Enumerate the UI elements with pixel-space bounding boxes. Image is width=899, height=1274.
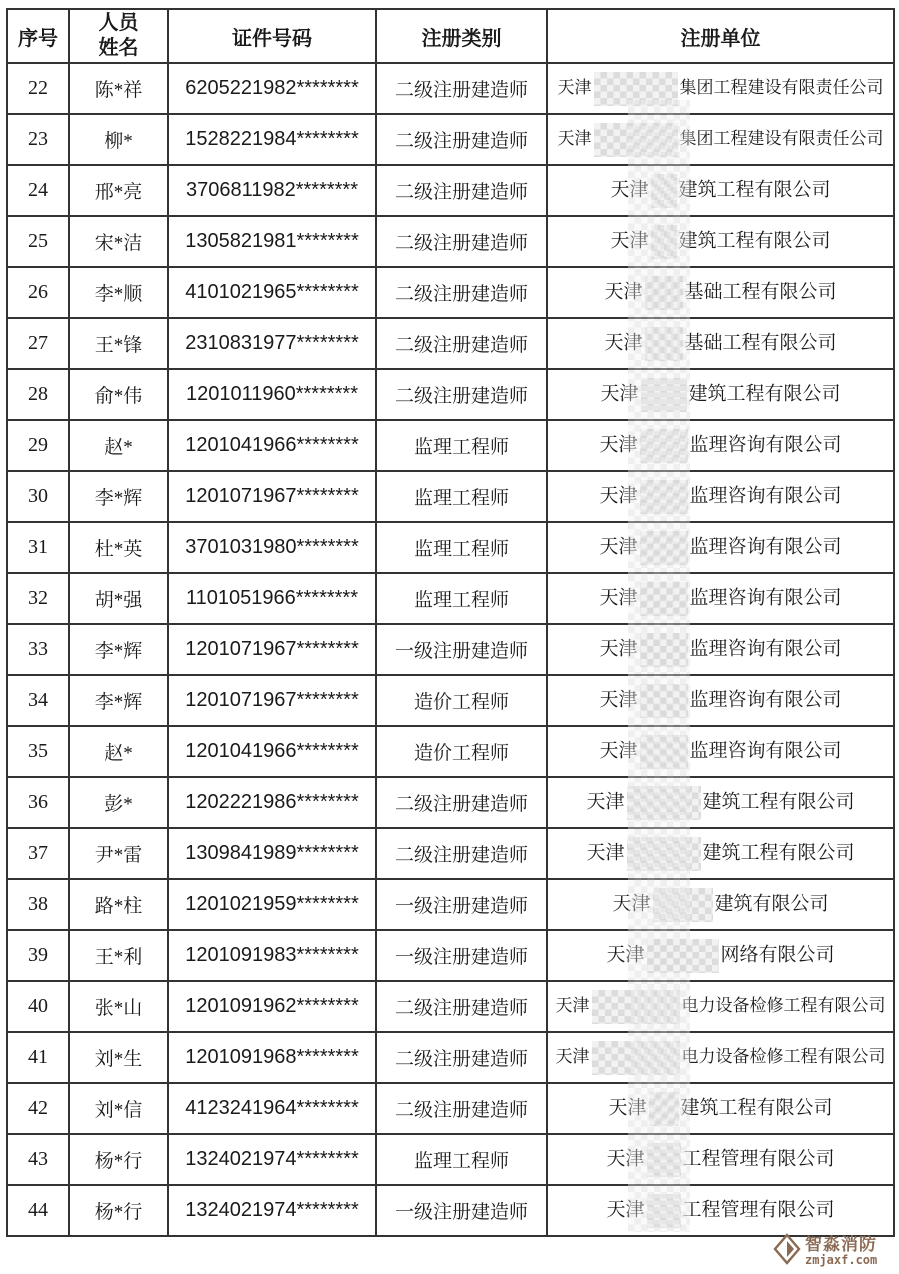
redaction-blur (645, 327, 683, 361)
cell-registration-unit (547, 624, 894, 675)
header-name-label: 人员姓名 (98, 12, 139, 59)
cell-serial-number: 44 (7, 1185, 69, 1236)
cell-person-name: 胡*强 (69, 573, 168, 624)
unit-suffix: 建筑工程有限公司 (688, 382, 841, 404)
cell-serial-number: 34 (7, 675, 69, 726)
cell-registration-unit (547, 369, 894, 420)
table-row (7, 573, 894, 624)
unit-prefix: 天津 (610, 178, 649, 200)
cell-registration-category: 二级注册建造师 (376, 1032, 547, 1083)
cell-id-number: 3701031980******** (168, 522, 376, 573)
cell-id-number: 1201091968******** (168, 1032, 376, 1083)
unit-suffix: 建筑工程有限公司 (702, 790, 855, 812)
unit-prefix: 天津 (606, 943, 645, 965)
table-row (7, 1032, 894, 1083)
cell-serial-number: 27 (7, 318, 69, 369)
table-row (7, 522, 894, 573)
cell-person-name: 李*辉 (69, 675, 168, 726)
redaction-blur (640, 480, 688, 514)
table-row (7, 675, 894, 726)
unit-prefix: 天津 (555, 995, 590, 1015)
cell-id-number: 1201041966******** (168, 420, 376, 471)
table-row (7, 267, 894, 318)
cell-id-number: 6205221982******** (168, 63, 376, 114)
unit-prefix: 天津 (586, 841, 625, 863)
cell-registration-unit (547, 522, 894, 573)
cell-registration-category: 一级注册建造师 (376, 1185, 547, 1236)
unit-prefix: 天津 (599, 586, 638, 608)
cell-person-name: 杨*行 (69, 1134, 168, 1185)
header-id: 证件号码 (168, 9, 376, 63)
unit-suffix: 电力设备检修工程有限公司 (681, 1046, 886, 1066)
cell-person-name: 张*山 (69, 981, 168, 1032)
unit-suffix: 电力设备检修工程有限公司 (681, 995, 886, 1015)
cell-registration-category: 二级注册建造师 (376, 165, 547, 216)
table-row (7, 777, 894, 828)
redaction-blur (640, 429, 688, 463)
cell-registration-category: 一级注册建造师 (376, 624, 547, 675)
watermark-url: zmjaxf.com (805, 1253, 878, 1268)
cell-registration-category: 监理工程师 (376, 522, 547, 573)
cell-registration-unit (547, 420, 894, 471)
redaction-blur (651, 174, 677, 208)
unit-prefix: 天津 (557, 128, 592, 148)
redaction-blur (640, 735, 688, 769)
unit-prefix: 天津 (557, 77, 592, 97)
redaction-blur (647, 1194, 681, 1228)
table-row (7, 930, 894, 981)
cell-person-name: 宋*洁 (69, 216, 168, 267)
cell-registration-category: 监理工程师 (376, 1134, 547, 1185)
unit-prefix: 天津 (612, 892, 651, 914)
cell-serial-number: 37 (7, 828, 69, 879)
registration-table (6, 8, 895, 1237)
cell-id-number: 1201021959******** (168, 879, 376, 930)
table-row (7, 63, 894, 114)
cell-registration-category: 监理工程师 (376, 471, 547, 522)
cell-id-number: 1201071967******** (168, 624, 376, 675)
unit-suffix: 监理咨询有限公司 (689, 535, 842, 557)
cell-registration-category: 一级注册建造师 (376, 930, 547, 981)
cell-id-number: 2310831977******** (168, 318, 376, 369)
unit-prefix: 天津 (599, 433, 638, 455)
table-row (7, 216, 894, 267)
cell-person-name: 杜*英 (69, 522, 168, 573)
cell-id-number: 4101021965******** (168, 267, 376, 318)
cell-registration-unit (547, 267, 894, 318)
table-row (7, 318, 894, 369)
cell-person-name: 李*辉 (69, 471, 168, 522)
unit-suffix: 建筑工程有限公司 (680, 1096, 833, 1118)
cell-serial-number: 23 (7, 114, 69, 165)
cell-registration-category: 二级注册建造师 (376, 318, 547, 369)
redaction-blur (640, 582, 688, 616)
table-row (7, 165, 894, 216)
cell-registration-unit (547, 1083, 894, 1134)
header-row (7, 9, 894, 63)
cell-registration-category: 二级注册建造师 (376, 63, 547, 114)
cell-serial-number: 29 (7, 420, 69, 471)
unit-suffix: 建筑工程有限公司 (678, 229, 831, 251)
redaction-blur (653, 888, 713, 922)
table-row (7, 1134, 894, 1185)
cell-serial-number: 38 (7, 879, 69, 930)
cell-registration-unit (547, 318, 894, 369)
unit-prefix: 天津 (599, 484, 638, 506)
cell-id-number: 1324021974******** (168, 1185, 376, 1236)
unit-suffix: 监理咨询有限公司 (689, 637, 842, 659)
unit-suffix: 监理咨询有限公司 (689, 484, 842, 506)
unit-suffix: 基础工程有限公司 (684, 280, 837, 302)
cell-person-name: 王*锋 (69, 318, 168, 369)
redaction-blur (651, 225, 677, 259)
table-row (7, 369, 894, 420)
unit-prefix: 天津 (610, 229, 649, 251)
unit-suffix: 集团工程建设有限责任公司 (679, 128, 884, 148)
watermark-title: 智淼消防 (805, 1235, 877, 1255)
unit-suffix: 建筑工程有限公司 (702, 841, 855, 863)
cell-person-name: 刘*信 (69, 1083, 168, 1134)
redaction-blur (627, 837, 701, 871)
table-row (7, 726, 894, 777)
cell-serial-number: 30 (7, 471, 69, 522)
cell-id-number: 1201091962******** (168, 981, 376, 1032)
redaction-blur (594, 72, 678, 106)
cell-serial-number: 39 (7, 930, 69, 981)
cell-serial-number: 33 (7, 624, 69, 675)
cell-person-name: 刘*生 (69, 1032, 168, 1083)
cell-registration-unit (547, 981, 894, 1032)
cell-registration-unit (547, 1134, 894, 1185)
unit-prefix: 天津 (604, 331, 643, 353)
unit-suffix: 建筑工程有限公司 (678, 178, 831, 200)
unit-prefix: 天津 (599, 688, 638, 710)
redaction-blur (627, 786, 701, 820)
cell-person-name: 杨*行 (69, 1185, 168, 1236)
cell-serial-number: 42 (7, 1083, 69, 1134)
cell-serial-number: 31 (7, 522, 69, 573)
cell-person-name: 彭* (69, 777, 168, 828)
cell-registration-unit (547, 879, 894, 930)
cell-registration-category: 二级注册建造师 (376, 1083, 547, 1134)
cell-serial-number: 24 (7, 165, 69, 216)
table-row (7, 420, 894, 471)
unit-prefix: 天津 (599, 637, 638, 659)
redaction-blur (640, 531, 688, 565)
cell-registration-category: 二级注册建造师 (376, 981, 547, 1032)
cell-registration-category: 二级注册建造师 (376, 777, 547, 828)
cell-serial-number: 36 (7, 777, 69, 828)
unit-suffix: 工程管理有限公司 (682, 1198, 835, 1220)
unit-prefix: 天津 (608, 1096, 647, 1118)
redaction-blur (647, 1143, 681, 1177)
unit-prefix: 天津 (599, 535, 638, 557)
cell-registration-unit (547, 828, 894, 879)
cell-person-name: 柳* (69, 114, 168, 165)
header-unit: 注册单位 (547, 9, 894, 63)
redaction-blur (592, 1041, 680, 1075)
table-body (7, 63, 894, 1236)
cell-registration-category: 二级注册建造师 (376, 216, 547, 267)
cell-registration-unit (547, 930, 894, 981)
cell-id-number: 1201041966******** (168, 726, 376, 777)
cell-id-number: 1201091983******** (168, 930, 376, 981)
cell-serial-number: 22 (7, 63, 69, 114)
cell-registration-category: 二级注册建造师 (376, 114, 547, 165)
cell-registration-unit (547, 165, 894, 216)
cell-registration-category: 监理工程师 (376, 573, 547, 624)
cell-id-number: 1309841989******** (168, 828, 376, 879)
redaction-blur (647, 939, 719, 973)
cell-person-name: 李*辉 (69, 624, 168, 675)
redaction-blur (594, 123, 678, 157)
cell-registration-unit (547, 1185, 894, 1236)
cell-id-number: 1201011960******** (168, 369, 376, 420)
cell-serial-number: 28 (7, 369, 69, 420)
redaction-blur (592, 990, 680, 1024)
cell-registration-unit (547, 1032, 894, 1083)
header-category: 注册类别 (376, 9, 547, 63)
cell-registration-category: 二级注册建造师 (376, 267, 547, 318)
table-row (7, 471, 894, 522)
table-row (7, 879, 894, 930)
cell-serial-number: 43 (7, 1134, 69, 1185)
cell-registration-category: 二级注册建造师 (376, 369, 547, 420)
cell-id-number: 1324021974******** (168, 1134, 376, 1185)
cell-registration-category: 造价工程师 (376, 675, 547, 726)
cell-person-name: 路*柱 (69, 879, 168, 930)
cell-person-name: 赵* (69, 420, 168, 471)
cell-registration-unit (547, 216, 894, 267)
unit-suffix: 建筑有限公司 (714, 892, 829, 914)
cell-serial-number: 25 (7, 216, 69, 267)
zhimiao-logo-icon (772, 1232, 802, 1271)
redaction-blur (641, 378, 687, 412)
unit-suffix: 监理咨询有限公司 (689, 688, 842, 710)
unit-suffix: 基础工程有限公司 (684, 331, 837, 353)
unit-prefix: 天津 (600, 382, 639, 404)
cell-serial-number: 40 (7, 981, 69, 1032)
cell-registration-unit (547, 726, 894, 777)
cell-registration-unit (547, 675, 894, 726)
cell-person-name: 赵* (69, 726, 168, 777)
unit-prefix: 天津 (606, 1198, 645, 1220)
cell-registration-category: 一级注册建造师 (376, 879, 547, 930)
cell-registration-category: 造价工程师 (376, 726, 547, 777)
header-name (69, 9, 168, 63)
unit-prefix: 天津 (555, 1046, 590, 1066)
redaction-blur (640, 684, 688, 718)
cell-id-number: 1305821981******** (168, 216, 376, 267)
cell-person-name: 李*顺 (69, 267, 168, 318)
table-row (7, 1185, 894, 1236)
cell-serial-number: 26 (7, 267, 69, 318)
unit-suffix: 集团工程建设有限责任公司 (679, 77, 884, 97)
redaction-blur (649, 1092, 679, 1126)
cell-registration-unit (547, 114, 894, 165)
cell-id-number: 1528221984******** (168, 114, 376, 165)
cell-registration-unit (547, 471, 894, 522)
header-no: 序号 (7, 9, 69, 63)
cell-id-number: 3706811982******** (168, 165, 376, 216)
unit-suffix: 网络有限公司 (720, 943, 835, 965)
cell-registration-category: 二级注册建造师 (376, 828, 547, 879)
cell-serial-number: 35 (7, 726, 69, 777)
cell-serial-number: 41 (7, 1032, 69, 1083)
cell-person-name: 陈*祥 (69, 63, 168, 114)
redaction-blur (640, 633, 688, 667)
unit-suffix: 工程管理有限公司 (682, 1147, 835, 1169)
unit-suffix: 监理咨询有限公司 (689, 739, 842, 761)
unit-prefix: 天津 (586, 790, 625, 812)
cell-registration-category: 监理工程师 (376, 420, 547, 471)
cell-person-name: 邢*亮 (69, 165, 168, 216)
cell-person-name: 俞*伟 (69, 369, 168, 420)
cell-serial-number: 32 (7, 573, 69, 624)
cell-registration-unit (547, 63, 894, 114)
cell-person-name: 王*利 (69, 930, 168, 981)
watermark (772, 1232, 898, 1271)
cell-registration-unit (547, 777, 894, 828)
table-row (7, 828, 894, 879)
table-row (7, 981, 894, 1032)
cell-id-number: 1201071967******** (168, 471, 376, 522)
unit-prefix: 天津 (599, 739, 638, 761)
cell-registration-unit (547, 573, 894, 624)
table-row (7, 114, 894, 165)
unit-prefix: 天津 (604, 280, 643, 302)
unit-suffix: 监理咨询有限公司 (689, 586, 842, 608)
cell-id-number: 1202221986******** (168, 777, 376, 828)
redaction-blur (645, 276, 683, 310)
cell-id-number: 1101051966******** (168, 573, 376, 624)
cell-id-number: 1201071967******** (168, 675, 376, 726)
table-row (7, 624, 894, 675)
unit-prefix: 天津 (606, 1147, 645, 1169)
unit-suffix: 监理咨询有限公司 (689, 433, 842, 455)
cell-person-name: 尹*雷 (69, 828, 168, 879)
table-row (7, 1083, 894, 1134)
cell-id-number: 4123241964******** (168, 1083, 376, 1134)
